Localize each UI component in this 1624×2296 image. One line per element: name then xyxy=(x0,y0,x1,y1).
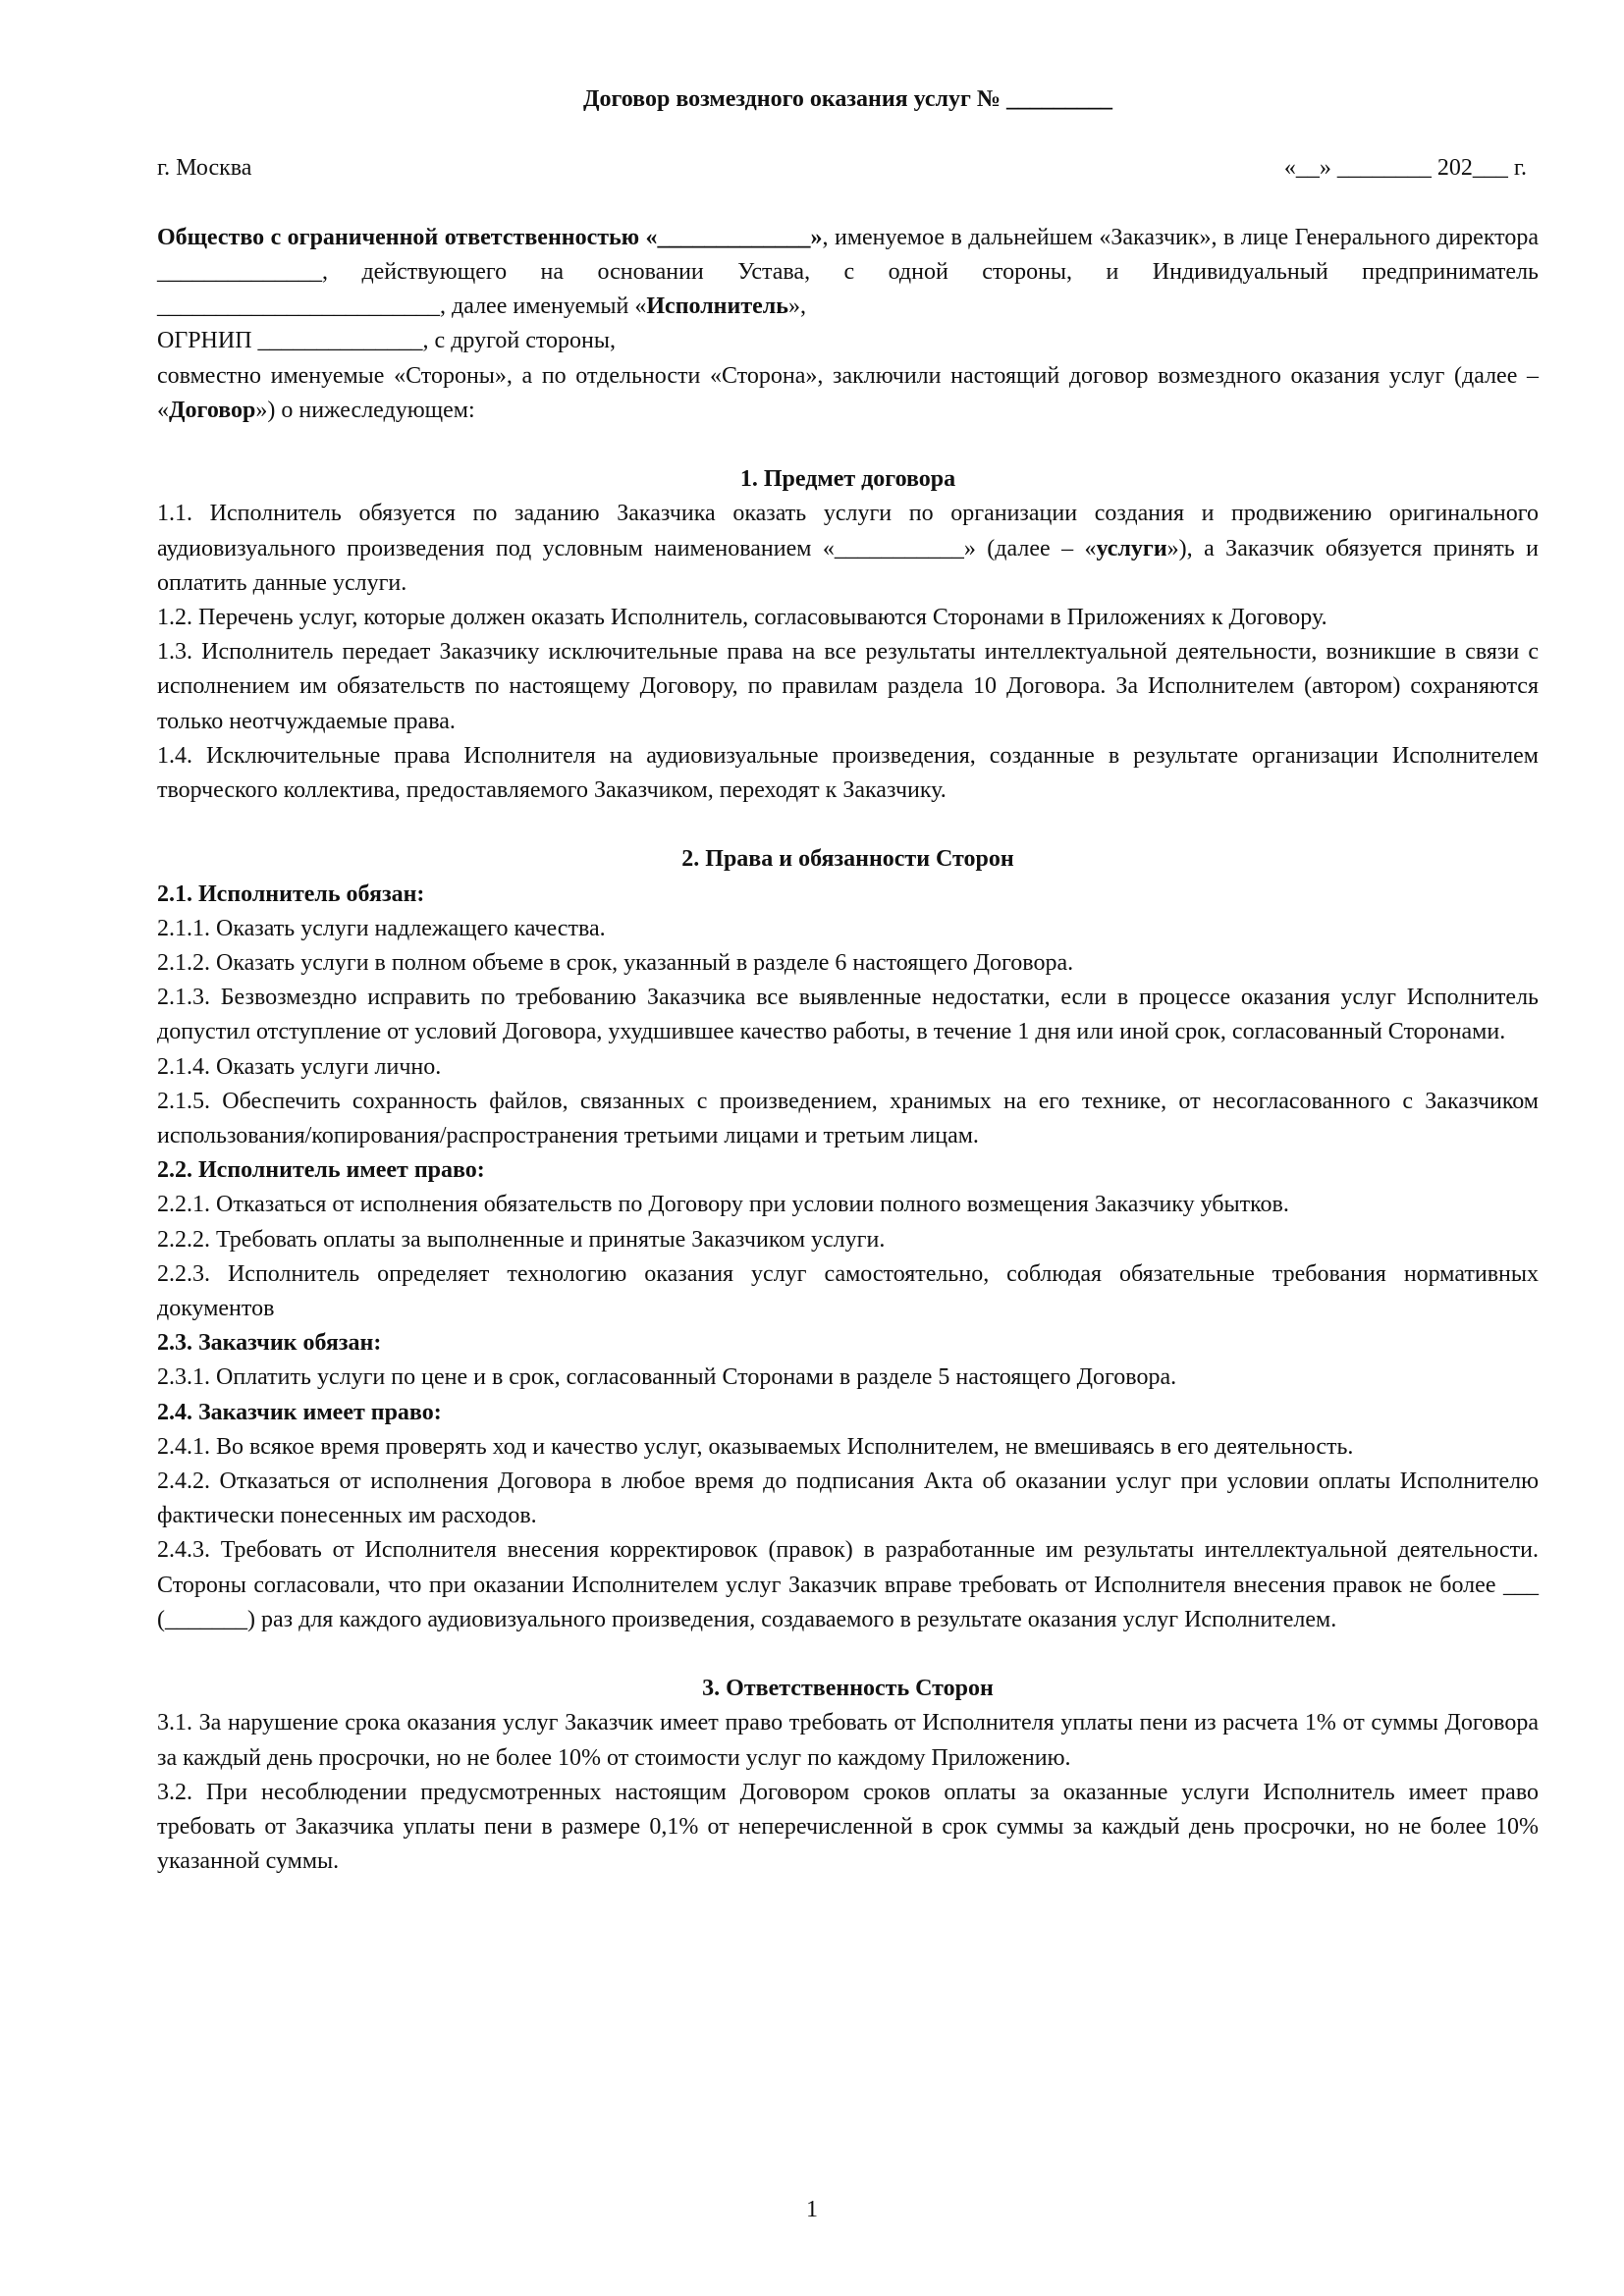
clause: 3.2. При несоблюдении предусмотренных настоящим Договором сроков оплаты за оказанные услуги Исполнитель имеет право требовать от Заказчика уплаты пени в размере 0,1% от неперечисленной в срок суммы за каждый день просрочки, но не более 10% указанной суммы. xyxy=(157,1779,1539,1875)
clause: 3.1. За нарушение срока оказания услуг Заказчик имеет право требовать от Исполнителя уплаты пени из расчета 1% от суммы Договора за каждый день просрочки, но не более 10% от стоимости услуг по каждому Приложению. xyxy=(157,1710,1539,1771)
executor-term: Исполнитель xyxy=(646,294,788,320)
subsection-heading: 2.2. Исполнитель имеет право: xyxy=(157,1157,485,1184)
subsection-heading: 2.1. Исполнитель обязан: xyxy=(157,881,425,907)
intro-text: ») о нижеследующем: xyxy=(255,397,475,423)
clause: 2.1.2. Оказать услуги в полном объеме в срок, указанный в разделе 6 настоящего Договора. xyxy=(157,950,1074,977)
contract-term: Договор xyxy=(169,397,256,423)
clause-text: »), а Заказчик обязуется принять и оплатить данные услуги. xyxy=(157,535,1539,596)
clause: 1.3. Исполнитель передает Заказчику исключительные права на все результаты интеллектуальной деятельности, возникшие в связи с исполнением им обязательств по настоящему Договору, по правилам раздела 10 Договора. За Исполнителем (автором) сохраняются только неотчуждаемые права. xyxy=(157,639,1539,734)
clause: 2.2.2. Требовать оплаты за выполненные и принятые Заказчиком услуги. xyxy=(157,1226,886,1253)
clause: 2.1.4. Оказать услуги лично. xyxy=(157,1053,442,1080)
customer-name: Общество с ограниченной ответственностью «_____________» xyxy=(157,224,823,250)
page-number: 1 xyxy=(806,2197,818,2222)
clause: 2.1.1. Оказать услуги надлежащего качества. xyxy=(157,915,606,941)
clause: 2.4.1. Во всякое время проверять ход и качество услуг, оказываемых Исполнителем, не вмешиваясь в его деятельность. xyxy=(157,1433,1354,1460)
parties-paragraph xyxy=(157,359,1539,428)
intro-text: , именуемое в дальнейшем «Заказчик», в лице Генерального директора ______________, действующего на основании Устава, с одной стороны, и Индивидуальный предприниматель ________________________, далее именуемый « xyxy=(157,224,1539,320)
clause: 2.4.2. Отказаться от исполнения Договора в любое время до подписания Акта об оказании услуг при условии оплаты Исполнителю фактически понесенных им расходов. xyxy=(157,1468,1539,1529)
clause: 2.1.3. Безвозмездно исправить по требованию Заказчика все выявленные недостатки, если в процессе оказания услуг Исполнитель допустил отступление от условий Договора, ухудшившее качество работы, в течение 1 дня или иной срок, согласованный Сторонами. xyxy=(157,985,1539,1045)
clause: 2.1.5. Обеспечить сохранность файлов, связанных с произведением, хранимых на его технике, от несогласованного с Заказчиком использования/копирования/распространения третьими лицами и третьим лицам. xyxy=(157,1088,1539,1149)
ogrnip-line: ОГРНИП ______________, с другой стороны, xyxy=(157,328,616,354)
intro-text: совместно именуемые «Стороны», а по отдельности «Сторона», заключили настоящий договор возмездного оказания услуг (далее – « xyxy=(157,362,1539,423)
date: «__» ________ 202___ г. xyxy=(1283,155,1527,182)
subsection-heading: 2.3. Заказчик обязан: xyxy=(157,1330,382,1357)
section-heading: 3. Ответственность Сторон xyxy=(702,1676,994,1702)
clause xyxy=(157,497,1539,601)
document-title: Договор возмездного оказания услуг № _________ xyxy=(582,86,1113,112)
clause: 2.2.3. Исполнитель определяет технологию оказания услуг самостоятельно, соблюдая обязательные требования нормативных документов xyxy=(157,1260,1539,1322)
clause: 1.4. Исключительные права Исполнителя на аудиовизуальные произведения, созданные в результате организации Исполнителем творческого коллектива, предоставляемого Заказчиком, переходят к Заказчику. xyxy=(157,742,1539,804)
clause: 2.4.3. Требовать от Исполнителя внесения корректировок (правок) в разработанные им результаты интеллектуальной деятельности. Стороны согласовали, что при оказании Исполнителем услуг Заказчик вправе требовать от Исполнителя внесения правок не более ___ (_______) раз для каждого аудиовизуального произведения, создаваемого в результате оказания услуг Исполнителем. xyxy=(157,1537,1539,1632)
clause: 1.2. Перечень услуг, которые должен оказать Исполнитель, согласовываются Сторонами в Приложениях к Договору. xyxy=(157,605,1327,630)
clause: 2.3.1. Оплатить услуги по цене и в срок, согласованный Сторонами в разделе 5 настоящего Договора. xyxy=(157,1364,1177,1391)
subsection-heading: 2.4. Заказчик имеет право: xyxy=(157,1399,442,1425)
section-heading: 2. Права и обязанности Сторон xyxy=(681,846,1014,873)
services-term: услуги xyxy=(1096,535,1167,561)
city: г. Москва xyxy=(157,155,252,182)
intro-text: », xyxy=(787,294,806,320)
clause-text: 1.1. Исполнитель обязуется по заданию Заказчика оказать услуги по организации создания и продвижению оригинального аудиовизуального произведения под условным наименованием «___________» (далее – « xyxy=(157,501,1539,561)
document-page xyxy=(157,82,1539,1879)
place-date-row xyxy=(157,151,1539,186)
intro-paragraph xyxy=(157,221,1539,325)
section-heading: 1. Предмет договора xyxy=(739,466,956,493)
clause: 2.2.1. Отказаться от исполнения обязательств по Договору при условии полного возмещения Заказчику убытков. xyxy=(157,1192,1289,1218)
